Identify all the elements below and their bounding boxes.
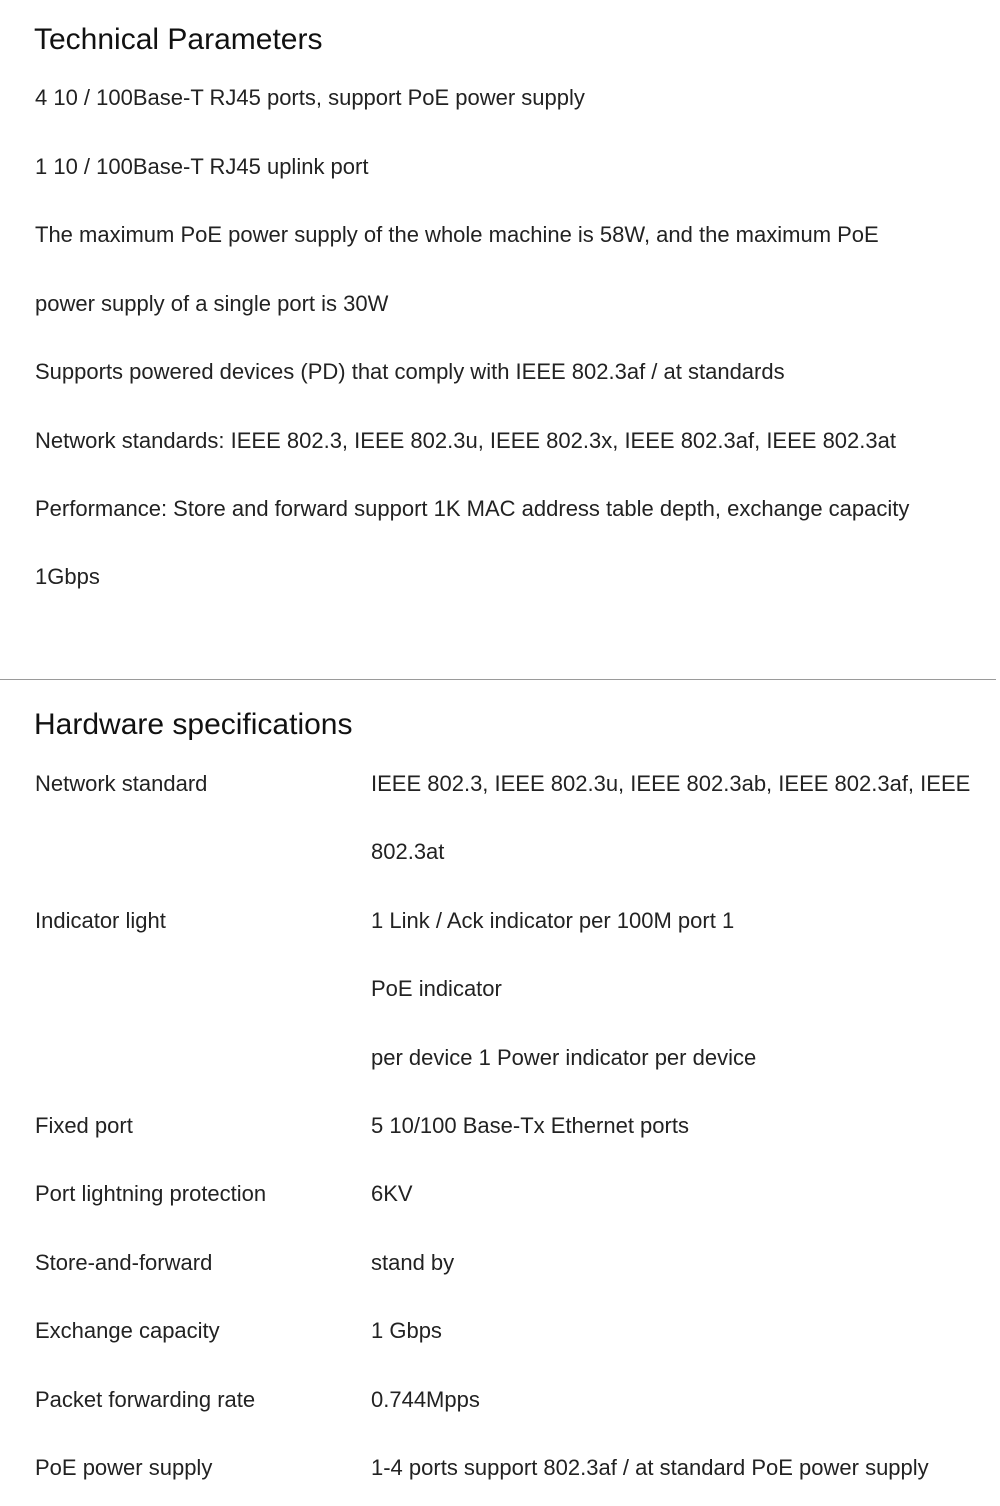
spec-value: 1 Gbps	[371, 1318, 442, 1343]
tp-line: Supports powered devices (PD) that comply with IEEE 802.3af / at standards	[35, 359, 785, 384]
hardware-specifications-title: Hardware specifications	[34, 708, 353, 741]
spec-value: PoE indicator	[371, 976, 502, 1001]
tp-line: Performance: Store and forward support 1K MAC address table depth, exchange capacity	[35, 496, 910, 521]
tp-line: 4 10 / 100Base-T RJ45 ports, support PoE power supply	[35, 85, 585, 110]
spec-value: 5 10/100 Base-Tx Ethernet ports	[371, 1113, 689, 1138]
spec-label-packet-forwarding-rate: Packet forwarding rate	[35, 1387, 256, 1412]
spec-value: 802.3at	[371, 839, 445, 864]
section-divider	[0, 679, 996, 680]
tp-line: Network standards: IEEE 802.3, IEEE 802.3u, IEEE 802.3x, IEEE 802.3af, IEEE 802.3at	[35, 428, 896, 453]
spec-label-exchange-capacity: Exchange capacity	[35, 1318, 220, 1343]
spec-value: 1 Link / Ack indicator per 100M port 1	[371, 908, 735, 933]
tp-line: power supply of a single port is 30W	[35, 291, 389, 316]
tp-line: 1 10 / 100Base-T RJ45 uplink port	[35, 154, 369, 179]
spec-label-network-standard: Network standard	[35, 771, 208, 796]
spec-label-poe-power-supply: PoE power supply	[35, 1455, 213, 1480]
spec-value: per device 1 Power indicator per device	[371, 1045, 757, 1070]
spec-value: 1-4 ports support 802.3af / at standard PoE power supply	[371, 1455, 929, 1480]
spec-label-indicator-light: Indicator light	[35, 908, 166, 933]
spec-value: 0.744Mpps	[371, 1387, 480, 1412]
tp-line: 1Gbps	[35, 564, 100, 589]
spec-value: IEEE 802.3, IEEE 802.3u, IEEE 802.3ab, IEEE 802.3af, IEEE	[371, 771, 971, 796]
technical-parameters-title: Technical Parameters	[34, 23, 323, 56]
spec-label-store-and-forward: Store-and-forward	[35, 1250, 213, 1275]
spec-label-fixed-port: Fixed port	[35, 1113, 133, 1138]
spec-value: 6KV	[371, 1181, 413, 1206]
spec-label-port-lightning-protection: Port lightning protection	[35, 1181, 267, 1206]
spec-value: stand by	[371, 1250, 455, 1275]
tp-line: The maximum PoE power supply of the whole machine is 58W, and the maximum PoE	[35, 222, 879, 247]
